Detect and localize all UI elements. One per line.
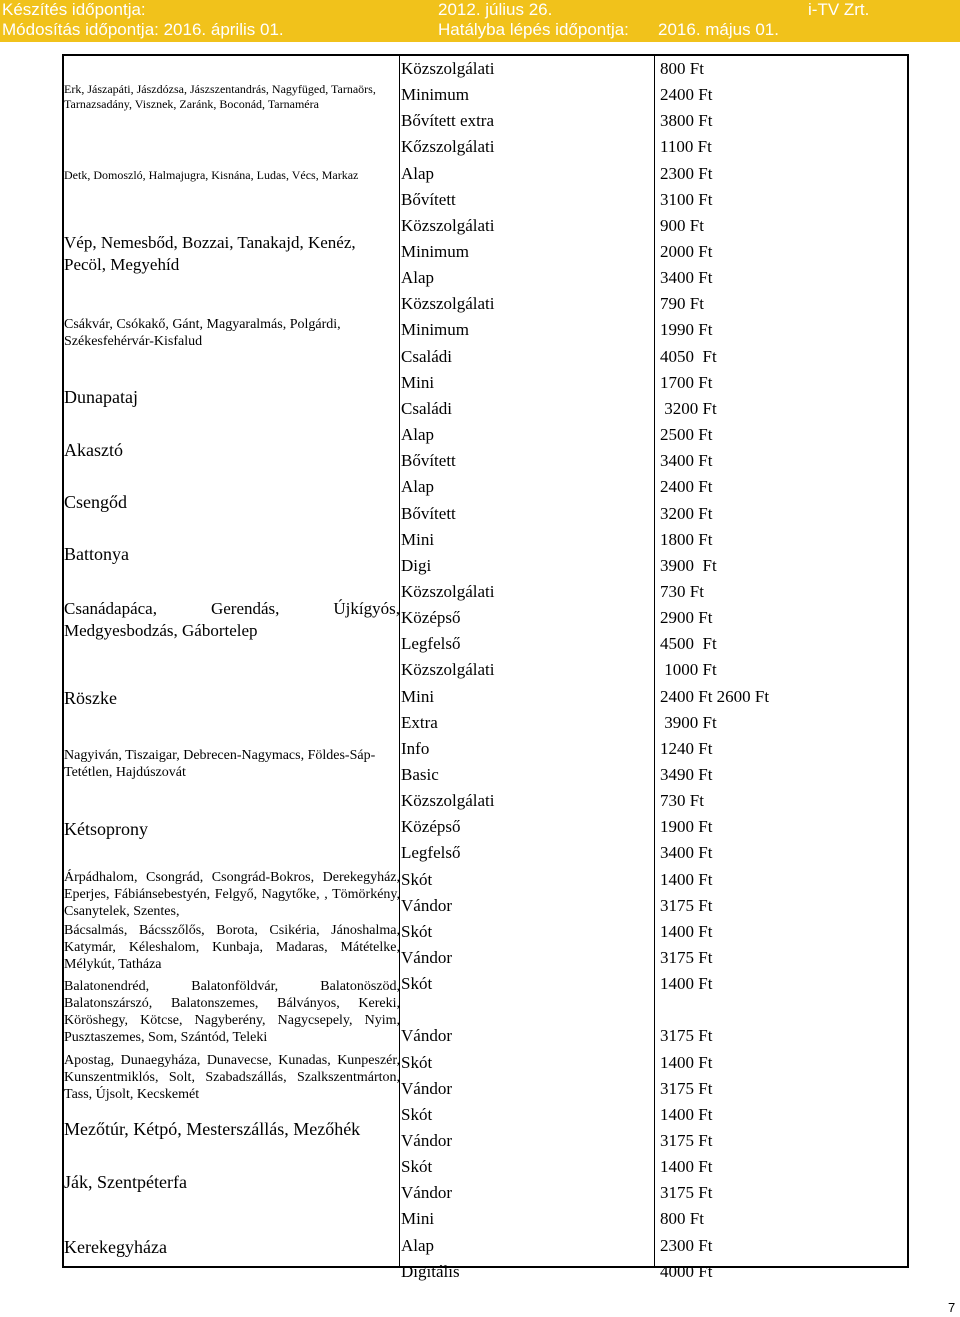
package-row: [64, 738, 907, 764]
package-name: Vándor: [401, 1078, 452, 1098]
price-group: [64, 58, 907, 136]
package-price: 800 Ft: [660, 1209, 704, 1229]
package-price: 1400 Ft: [660, 869, 713, 889]
package-row: [64, 215, 907, 241]
package-price: 3175 Ft: [660, 1183, 713, 1203]
package-name: Alap: [401, 425, 435, 445]
price-group: [64, 921, 907, 973]
price-group: [64, 293, 907, 371]
location-names: Kétsoprony: [64, 818, 148, 839]
package-name: Vándor: [401, 948, 452, 968]
price-group: [64, 581, 907, 659]
package-row: [64, 1052, 907, 1078]
package-name: Legfelső: [401, 634, 461, 654]
created-date: 2012. július 26.: [438, 0, 553, 19]
package-row: [64, 842, 907, 868]
package-price: 3400 Ft: [660, 451, 713, 471]
package-price: 1700 Ft: [660, 372, 713, 392]
package-price: 800 Ft: [660, 59, 704, 78]
price-group: [64, 1052, 907, 1104]
package-row: [64, 136, 907, 162]
package-row: [64, 555, 907, 581]
package-row: [64, 1078, 907, 1104]
package-name: Középső: [401, 608, 461, 628]
location-names: Csanádapáca, Gerendás, Újkígyós, Medgyesbodzás, Gábortelep: [64, 599, 400, 641]
package-row: [64, 659, 907, 685]
package-name: Vándor: [401, 895, 452, 915]
package-price: 3100 Ft: [660, 189, 713, 209]
package-price: 3490 Ft: [660, 765, 713, 785]
package-price: 2400 Ft: [660, 85, 713, 105]
package-name: Alap: [401, 477, 435, 497]
package-row: [64, 241, 907, 267]
location-names: Vép, Nemesbőd, Bozzai, Tanakajd, Kenéz, Pecöl, Megyehíd: [64, 233, 356, 275]
price-group: [64, 136, 907, 214]
package-row: [64, 1025, 907, 1051]
price-group: [64, 529, 907, 581]
package-price: 4000 Ft: [660, 1261, 713, 1281]
package-name: Közszolgálati: [401, 660, 495, 680]
package-row: [64, 686, 907, 712]
package-row: [64, 346, 907, 372]
package-name: Bővített: [401, 189, 456, 209]
package-name: Basic: [401, 765, 439, 785]
package-price: 2900 Ft: [660, 608, 713, 628]
package-price: 1000 Ft: [660, 660, 717, 680]
package-name: Skót: [401, 869, 433, 889]
company-name: i-TV Zrt.: [808, 0, 870, 19]
package-price: 4050 Ft: [660, 346, 717, 366]
package-name: Skót: [401, 1157, 433, 1177]
package-name: Közszolgálati: [401, 215, 495, 235]
package-price: 3175 Ft: [660, 1130, 713, 1150]
package-price: 3200 Ft: [660, 398, 717, 418]
package-name: Mini: [401, 529, 435, 549]
package-name: Családi: [401, 346, 452, 366]
location-names: Apostag, Dunaegyháza, Dunavecse, Kunadas, Kunpeszér, Kunszentmiklós, Solt, Szabadszállás, Szalkszentmárton, Tass, Újsolt, Kecskemét: [64, 1053, 400, 1103]
package-row: [64, 476, 907, 502]
package-row: [64, 110, 907, 136]
package-price: 1100 Ft: [660, 137, 712, 157]
location-names: Csákvár, Csókakő, Gánt, Magyaralmás, Polgárdi, Székesfehérvár-Kisfalud: [64, 316, 341, 349]
location-names: Ják, Szentpéterfa: [64, 1171, 187, 1192]
package-row: [64, 1130, 907, 1156]
package-price: 730 Ft: [660, 791, 704, 811]
package-price: 900 Ft: [660, 215, 704, 235]
package-price: 2300 Ft: [660, 163, 713, 183]
package-price: 1990 Ft: [660, 320, 713, 340]
package-name: Alap: [401, 1235, 435, 1255]
package-price: 2400 Ft: [660, 477, 713, 497]
location-names: Detk, Domoszló, Halmajugra, Kisnána, Ludas, Vécs, Markaz: [64, 168, 359, 183]
location-names: Battonya: [64, 544, 129, 565]
package-name: Bővített: [401, 503, 456, 523]
package-price: 2000 Ft: [660, 242, 713, 262]
package-row: [64, 607, 907, 633]
effective-date: 2016. május 01.: [658, 20, 779, 39]
package-price: 3400 Ft: [660, 268, 713, 288]
package-name: Mini: [401, 372, 435, 392]
package-price: 1400 Ft: [660, 1104, 713, 1124]
price-group: [64, 1156, 907, 1208]
package-name: Közszolgálati: [401, 59, 495, 78]
package-row: [64, 764, 907, 790]
package-name: Kőzszolgálati: [401, 137, 495, 157]
package-row: [64, 267, 907, 293]
package-price: 3175 Ft: [660, 895, 713, 915]
location-names: Erk, Jászapáti, Jászdózsa, Jászszentandrás, Nagyfüged, Tarnaörs, Tarnazsadány, Visznek, Zaránk, Boconád, Tarnaméra: [64, 82, 376, 112]
package-name: Alap: [401, 163, 435, 183]
package-row: [64, 372, 907, 398]
location-names: Csengőd: [64, 492, 127, 513]
package-price: 3800 Ft: [660, 111, 713, 131]
package-price: 3400 Ft: [660, 843, 713, 863]
package-price: 1400 Ft: [660, 1157, 713, 1177]
price-group: [64, 1104, 907, 1156]
package-price: 790 Ft: [660, 294, 704, 314]
package-price: 3175 Ft: [660, 1026, 713, 1046]
package-row: [64, 921, 907, 947]
price-group: [64, 973, 907, 1051]
package-row: [64, 816, 907, 842]
package-name: Bővített: [401, 451, 456, 471]
price-group: [64, 424, 907, 476]
page-number: 7: [948, 1300, 956, 1315]
package-price: 1240 Ft: [660, 738, 713, 758]
package-name: Extra: [401, 712, 438, 732]
package-name: Vándor: [401, 1183, 452, 1203]
package-price: 1400 Ft: [660, 974, 713, 994]
package-name: Mini: [401, 1209, 435, 1229]
package-row: [64, 424, 907, 450]
package-row: [64, 947, 907, 973]
price-table: [62, 54, 909, 1281]
package-name: Skót: [401, 1052, 433, 1072]
price-group: [64, 215, 907, 293]
location-names: Bácsalmás, Bácsszőlős, Borota, Csikéria, Jánoshalma, Katymár, Kéleshalom, Kunbaja, Madaras, Mátételke, Mélykút, Tatháza: [64, 922, 400, 972]
package-name: Skót: [401, 921, 433, 941]
package-name: Középső: [401, 817, 461, 837]
package-price: 1900 Ft: [660, 817, 713, 837]
package-name: Közszolgálati: [401, 294, 495, 314]
effective-label: Hatályba lépés időpontja:: [438, 20, 629, 39]
package-name: Minimum: [401, 320, 470, 340]
created-label: Készítés időpontja:: [2, 0, 146, 19]
price-group: [64, 1208, 907, 1286]
package-name: Info: [401, 738, 430, 758]
package-row: [64, 1235, 907, 1261]
package-row: [64, 398, 907, 424]
package-row: [64, 529, 907, 555]
package-price: 2400 Ft 2600 Ft: [660, 686, 770, 706]
location-names: Kerekegyháza: [64, 1237, 167, 1258]
location-names: Dunapataj: [64, 387, 138, 408]
price-group: [64, 372, 907, 424]
package-name: Mini: [401, 686, 435, 706]
package-row: [64, 319, 907, 345]
package-price: 730 Ft: [660, 582, 704, 601]
package-row: [64, 1182, 907, 1208]
location-names: Nagyiván, Tiszaigar, Debrecen-Nagymacs, Földes-Sáp-Tetétlen, Hajdúszovát: [64, 748, 376, 781]
package-name: Közszolgálati: [401, 582, 495, 601]
location-names: Mezőtúr, Kétpó, Mesterszállás, Mezőhék: [64, 1119, 361, 1140]
package-name: Alap: [401, 268, 435, 288]
package-row: [64, 1156, 907, 1182]
package-name: Minimum: [401, 85, 470, 105]
package-name: Bővített extra: [401, 111, 495, 131]
price-group: [64, 869, 907, 921]
package-row: [64, 293, 907, 319]
package-price: 1800 Ft: [660, 529, 713, 549]
location-names: Árpádhalom, Csongrád, Csongrád-Bokros, Derekegyház, Eperjes, Fábiánsebestyén, Felgyő, Nagytőke, , Tömörkény, Csanytelek, Szentes,: [64, 870, 400, 920]
package-price: 3900 Ft: [660, 712, 717, 732]
package-row: [64, 712, 907, 738]
package-row: [64, 895, 907, 921]
package-name: Közszolgálati: [401, 791, 495, 811]
document-header: [0, 0, 960, 42]
package-row: [64, 869, 907, 895]
package-price: 2500 Ft: [660, 425, 713, 445]
package-row: [64, 450, 907, 476]
location-names: Akasztó: [64, 439, 123, 460]
package-name: Digi: [401, 555, 432, 575]
package-price: 4500 Ft: [660, 634, 717, 654]
package-row: [64, 163, 907, 189]
package-row: [64, 58, 907, 84]
package-row: [64, 503, 907, 529]
package-price: 3175 Ft: [660, 948, 713, 968]
package-row: [64, 790, 907, 816]
package-row: [64, 84, 907, 110]
price-group: [64, 790, 907, 868]
package-row: [64, 1208, 907, 1234]
package-row: [64, 973, 907, 999]
package-name: Minimum: [401, 242, 470, 262]
location-names: Röszke: [64, 688, 117, 709]
package-name: Családi: [401, 398, 452, 418]
price-group: [64, 476, 907, 528]
package-price: 3200 Ft: [660, 503, 713, 523]
package-name: Skót: [401, 1104, 433, 1124]
package-price: 3900 Ft: [660, 555, 717, 575]
package-price: 2300 Ft: [660, 1235, 713, 1255]
package-price: 1400 Ft: [660, 921, 713, 941]
price-group: [64, 738, 907, 790]
package-name: Legfelső: [401, 843, 461, 863]
location-names: Balatonendréd, Balatonföldvár, Balatonöszöd, Balatonszárszó, Balatonszemes, Bálványos, Kereki, Köröshegy, Kötcse, Nagyberény, Nagycsepely, Nyim, Pusztaszemes, Som, Szántód, Teleki: [64, 979, 400, 1046]
package-name: Vándor: [401, 1130, 452, 1150]
package-name: Skót: [401, 974, 433, 994]
package-row: [64, 189, 907, 215]
package-row: [64, 1261, 907, 1287]
package-price: 3175 Ft: [660, 1078, 713, 1098]
package-row: [64, 633, 907, 659]
package-row: [64, 1104, 907, 1130]
package-name: Vándor: [401, 1026, 452, 1046]
modified-label: Módosítás időpontja: 2016. április 01.: [2, 20, 284, 39]
package-row: [64, 581, 907, 607]
price-group: [64, 659, 907, 737]
package-name: Digitális: [401, 1261, 460, 1281]
package-price: 1400 Ft: [660, 1052, 713, 1072]
